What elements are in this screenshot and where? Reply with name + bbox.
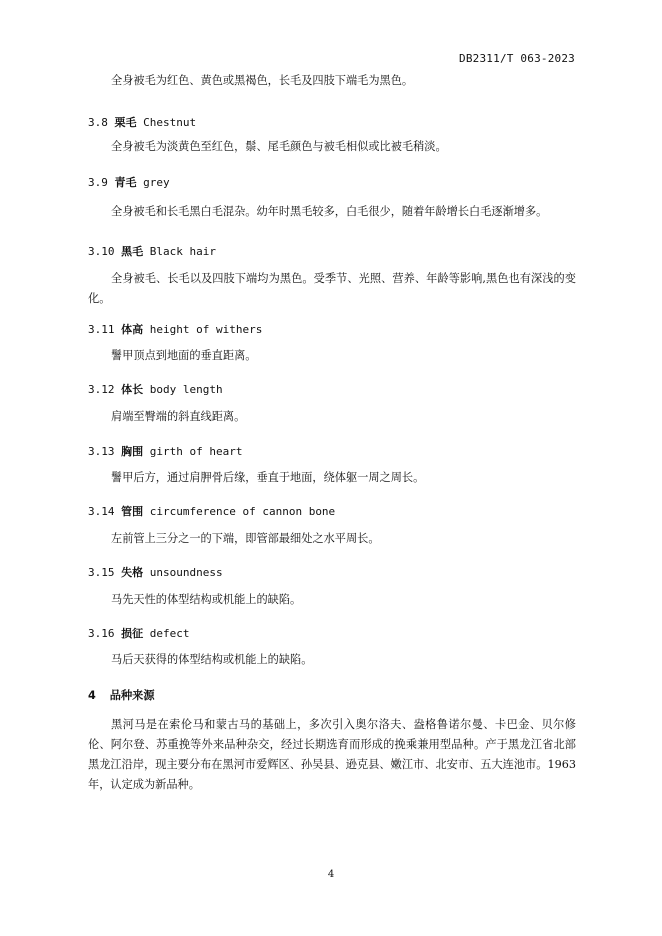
term-heading-unsoundness <box>88 564 223 580</box>
section-title: 品种来源 <box>109 689 155 702</box>
section-body: 黑河马是在索伦马和蒙古马的基础上，多次引入奥尔洛夫、盎格鲁诺尔曼、卡巴金、贝尔修伦、阿尔登、苏重挽等外来品种杂交，经过长期选育而形成的挽乘兼用型品种。产于黑龙江省北部黑龙江沿岸，现主要分布在黑河市爱辉区、孙吴县、逊克县、嫩江市、北安市、五大连池市。1963 年，认定成为新品种。 <box>88 718 576 791</box>
term-chinese: 栗毛 <box>114 116 137 129</box>
page-number: 4 <box>327 869 335 880</box>
term-chinese: 损征 <box>121 627 144 640</box>
term-heading-grey <box>88 174 170 190</box>
term-definition: 全身被毛和长毛黑白毛混杂。幼年时黑毛较多，白毛很少，随着年龄增长白毛逐渐增多。 <box>111 205 548 218</box>
term-heading-chestnut <box>88 114 196 130</box>
term-definition: 马先天性的体型结构或机能上的缺陷。 <box>111 593 302 606</box>
term-heading-cannon-bone <box>88 503 335 519</box>
term-definition: 鬐甲顶点到地面的垂直距离。 <box>111 349 257 362</box>
term-number: 3.10 <box>88 245 115 258</box>
term-english: circumference of cannon bone <box>149 505 336 518</box>
term-definition: 鬐甲后方，通过肩胛骨后缘，垂直于地面，绕体躯一周之周长。 <box>111 471 425 484</box>
term-chinese: 失格 <box>121 566 144 579</box>
term-english: girth of heart <box>149 445 243 458</box>
intro-paragraph: 全身被毛为红色、黄色或黑褐色，长毛及四肢下端毛为黑色。 <box>111 74 414 87</box>
term-definition: 全身被毛为淡黄色至红色，鬃、尾毛颜色与被毛相似或比被毛稍淡。 <box>111 140 447 153</box>
section-heading <box>88 687 155 703</box>
term-english: unsoundness <box>149 566 223 579</box>
term-heading-black-hair <box>88 243 216 259</box>
term-heading-height-of-withers <box>88 321 262 337</box>
term-definition: 全身被毛、长毛以及四肢下端均为黑色。受季节、光照、营养、年龄等影响,黑色也有深浅的变化。 <box>88 272 576 305</box>
term-chinese: 胸围 <box>121 445 144 458</box>
term-english: grey <box>143 176 170 189</box>
term-number: 3.12 <box>88 383 115 396</box>
term-chinese: 青毛 <box>114 176 137 189</box>
term-number: 3.16 <box>88 627 115 640</box>
term-number: 3.9 <box>88 176 108 189</box>
term-number: 3.8 <box>88 116 108 129</box>
document-code: DB2311/T 063-2023 <box>459 52 575 65</box>
term-chinese: 体长 <box>121 383 144 396</box>
term-chinese: 管围 <box>121 505 144 518</box>
term-number: 3.14 <box>88 505 115 518</box>
term-english: body length <box>149 383 223 396</box>
term-english: defect <box>149 627 190 640</box>
term-chinese: 黑毛 <box>121 245 144 258</box>
term-definition: 左前管上三分之一的下端，即管部最细处之水平周长。 <box>111 532 380 545</box>
term-definition: 马后天获得的体型结构或机能上的缺陷。 <box>111 653 313 666</box>
term-number: 3.15 <box>88 566 115 579</box>
term-chinese: 体高 <box>121 323 144 336</box>
section-number: 4 <box>88 689 96 702</box>
term-english: height of withers <box>149 323 263 336</box>
term-english: Chestnut <box>143 116 197 129</box>
term-number: 3.11 <box>88 323 115 336</box>
term-number: 3.13 <box>88 445 115 458</box>
term-heading-girth-of-heart <box>88 443 242 459</box>
term-definition: 肩端至臀端的斜直线距离。 <box>111 410 246 423</box>
term-heading-defect <box>88 625 190 641</box>
term-english: Black hair <box>149 245 216 258</box>
term-heading-body-length <box>88 381 223 397</box>
